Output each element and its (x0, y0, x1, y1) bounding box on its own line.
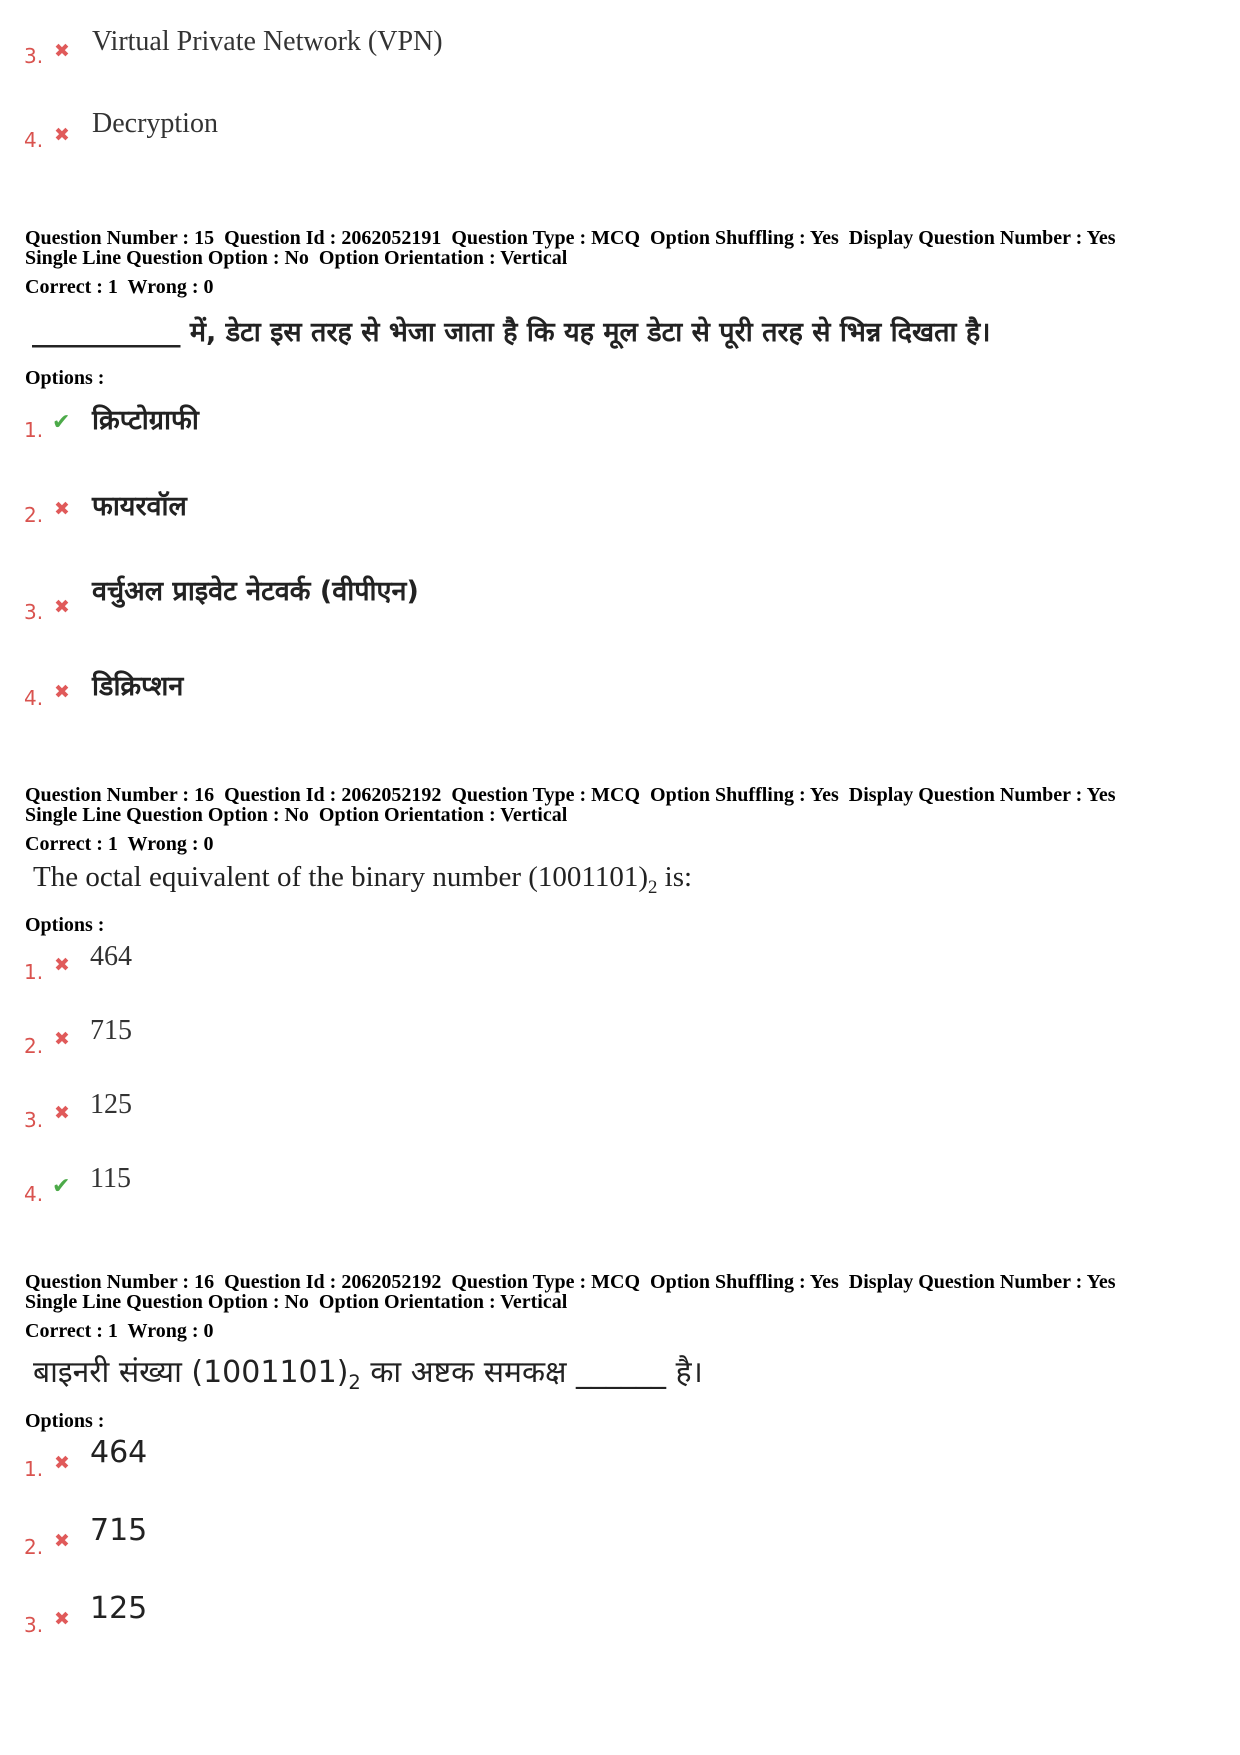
subscript-base: 2 (647, 876, 658, 898)
subscript-base: 2 (348, 1371, 361, 1394)
question-meta-line-2: Single Line Question Option : No Option Orientation : Vertical (25, 804, 568, 826)
option-text: क्रिप्टोग्राफी (92, 405, 199, 436)
option-text: 715 (90, 1513, 148, 1548)
wrong-mark-icon: ✖ (54, 1028, 70, 1050)
question-text (33, 1350, 703, 1394)
option-number: 3. (24, 1613, 44, 1637)
option-number: 4. (24, 1182, 44, 1206)
option-number: 3. (24, 44, 44, 68)
options-label: Options : (25, 367, 105, 389)
wrong-mark-icon: ✖ (54, 1102, 70, 1124)
wrong-mark-icon: ✖ (54, 596, 70, 618)
option-text: 125 (90, 1089, 132, 1120)
question-meta-line-1: Question Number : 16 Question Id : 2062052192 Question Type : MCQ Option Shuffling : Yes Display Question Number : Yes (25, 1271, 1116, 1293)
option-text: Decryption (92, 108, 218, 139)
question-meta-line-1: Question Number : 15 Question Id : 2062052191 Question Type : MCQ Option Shuffling : Yes Display Question Number : Yes (25, 227, 1116, 249)
option-text: 125 (90, 1591, 148, 1626)
option-text: डिक्रिप्शन (92, 671, 184, 702)
wrong-mark-icon: ✖ (54, 498, 70, 520)
option-number: 4. (24, 128, 44, 152)
option-text: 464 (90, 1435, 148, 1470)
correct-mark-icon: ✔ (52, 410, 71, 435)
option-text: Virtual Private Network (VPN) (92, 26, 443, 57)
question-meta-line-2: Single Line Question Option : No Option Orientation : Vertical (25, 1291, 568, 1313)
option-text: 715 (90, 1015, 132, 1046)
question-text: ___________ में, डेटा इस तरह से भेजा जाता है कि यह मूल डेटा से पूरी तरह से भिन्न दिखता है। (32, 317, 991, 348)
option-number: 2. (24, 1034, 44, 1058)
wrong-mark-icon: ✖ (54, 1452, 70, 1474)
option-number: 2. (24, 503, 44, 527)
option-number: 2. (24, 1535, 44, 1559)
marks-info: Correct : 1 Wrong : 0 (25, 276, 214, 298)
wrong-mark-icon: ✖ (54, 1608, 70, 1630)
option-number: 1. (24, 960, 44, 984)
marks-info: Correct : 1 Wrong : 0 (25, 833, 214, 855)
question-text-main: बाइनरी संख्या (1001101) (33, 1355, 349, 1390)
question-meta-line-1: Question Number : 16 Question Id : 2062052192 Question Type : MCQ Option Shuffling : Yes Display Question Number : Yes (25, 784, 1116, 806)
option-number: 4. (24, 686, 44, 710)
option-text: 115 (90, 1163, 131, 1194)
option-number: 1. (24, 418, 44, 442)
wrong-mark-icon: ✖ (54, 954, 70, 976)
question-text-tail: का अष्टक समकक्ष ______ है। (360, 1355, 703, 1390)
wrong-mark-icon: ✖ (54, 40, 70, 62)
option-number: 3. (24, 1108, 44, 1132)
marks-info: Correct : 1 Wrong : 0 (25, 1320, 214, 1342)
wrong-mark-icon: ✖ (54, 124, 70, 146)
option-text: 464 (90, 941, 132, 972)
wrong-mark-icon: ✖ (54, 1530, 70, 1552)
option-text: फायरवॉल (92, 491, 187, 522)
option-number: 3. (24, 600, 44, 624)
option-number: 1. (24, 1457, 44, 1481)
question-meta-line-2: Single Line Question Option : No Option Orientation : Vertical (25, 247, 568, 269)
question-text-tail: is: (657, 861, 693, 893)
question-text (33, 861, 692, 899)
options-label: Options : (25, 1410, 105, 1432)
question-text-main: The octal equivalent of the binary number (1001101) (33, 861, 648, 893)
correct-mark-icon: ✔ (52, 1174, 71, 1199)
wrong-mark-icon: ✖ (54, 681, 70, 703)
option-text: वर्चुअल प्राइवेट नेटवर्क (वीपीएन) (92, 576, 419, 607)
options-label: Options : (25, 914, 105, 936)
